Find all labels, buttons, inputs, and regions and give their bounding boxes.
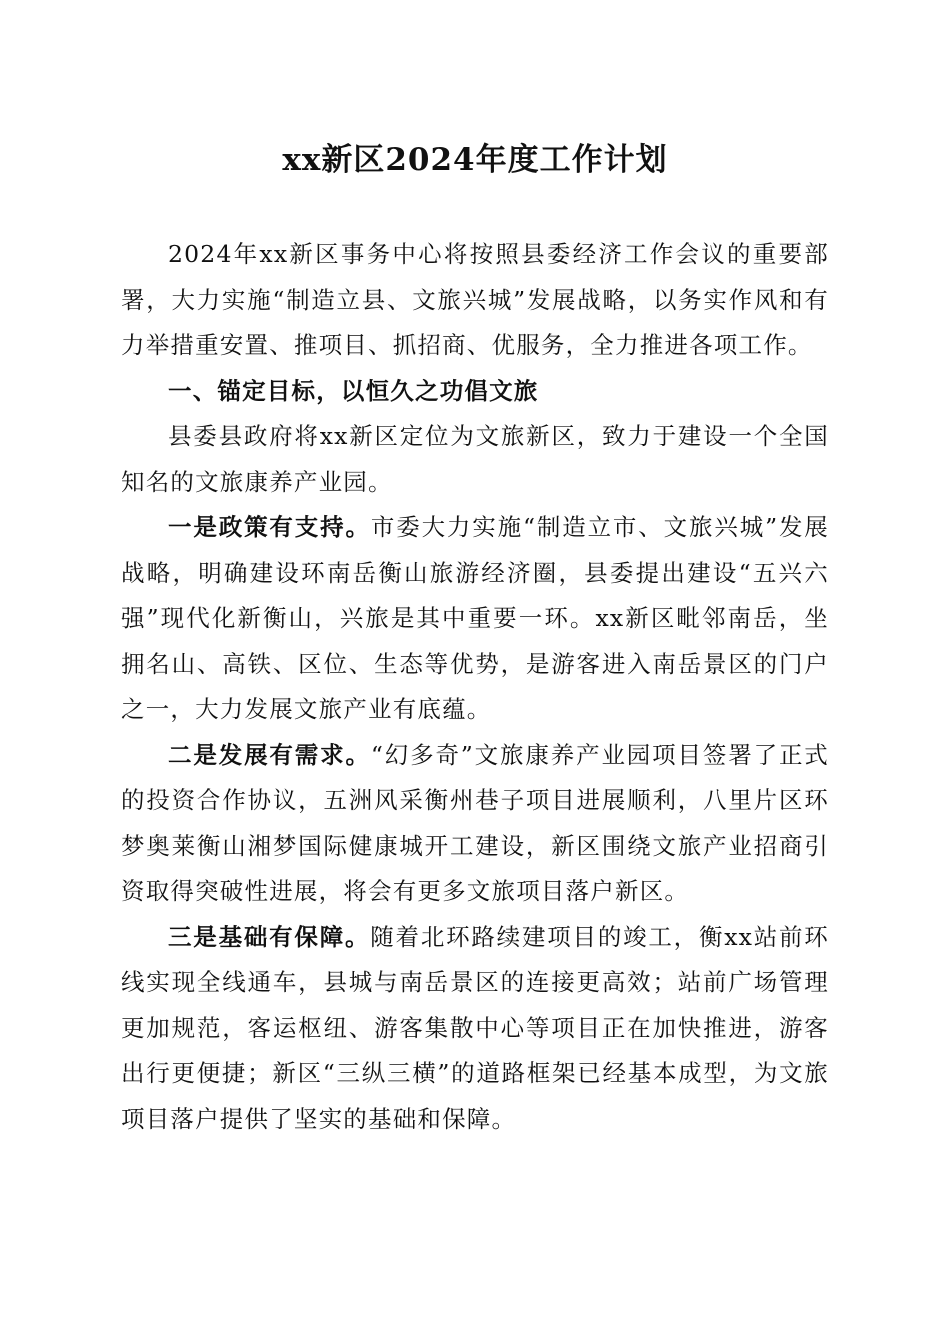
intro-paragraph: 2024年xx新区事务中心将按照县委经济工作会议的重要部署，大力实施“制造立县、文旅兴城”发展战略，以务实作风和有力举措重安置、推项目、抓招商、优服务，全力推进各项工作。 (121, 240, 829, 359)
point-text: 随着北环路续建项目的竣工，衡xx站前环线实现全线通车，县城与南岳景区的连接更高效；站前广场管理更加规范，客运枢纽、游客集散中心等项目正在加快推进，游客出行更便捷；新区“三纵三横”的道路框架已经基本成型，为文旅项目落户提供了坚实的基础和保障。 (121, 922, 829, 1133)
point-paragraph-3 (121, 915, 829, 1143)
section-heading: 一、锚定目标，以恒久之功倡文旅 (168, 376, 539, 405)
document-title: xx新区2024年度工作计划 (282, 142, 668, 178)
section-intro-paragraph: 县委县政府将xx新区定位为文旅新区，致力于建设一个全国知名的文旅康养产业园。 (121, 422, 829, 496)
point-paragraph-1 (121, 505, 829, 733)
point-paragraph-2 (121, 733, 829, 915)
point-lead: 一是政策有支持。 (168, 513, 371, 541)
point-lead: 三是基础有保障。 (168, 922, 371, 951)
document-body (121, 232, 829, 1142)
point-text: 市委大力实施“制造立市、文旅兴城”发展战略，明确建设环南岳衡山旅游经济圈，县委提出建设“五兴六强”现代化新衡山，兴旅是其中重要一环。xx新区毗邻南岳，坐拥名山、高铁、区位、生态等优势，是游客进入南岳景区的门户之一，大力发展文旅产业有底蕴。 (121, 513, 829, 723)
point-text: “幻多奇”文旅康养产业园项目签署了正式的投资合作协议，五洲风采衡州巷子项目进展顺利，八里片区环梦奥莱衡山湘梦国际健康城开工建设，新区围绕文旅产业招商引资取得突破性进展，将会有更多文旅项目落户新区。 (121, 740, 829, 905)
point-lead: 二是发展有需求。 (168, 740, 371, 769)
